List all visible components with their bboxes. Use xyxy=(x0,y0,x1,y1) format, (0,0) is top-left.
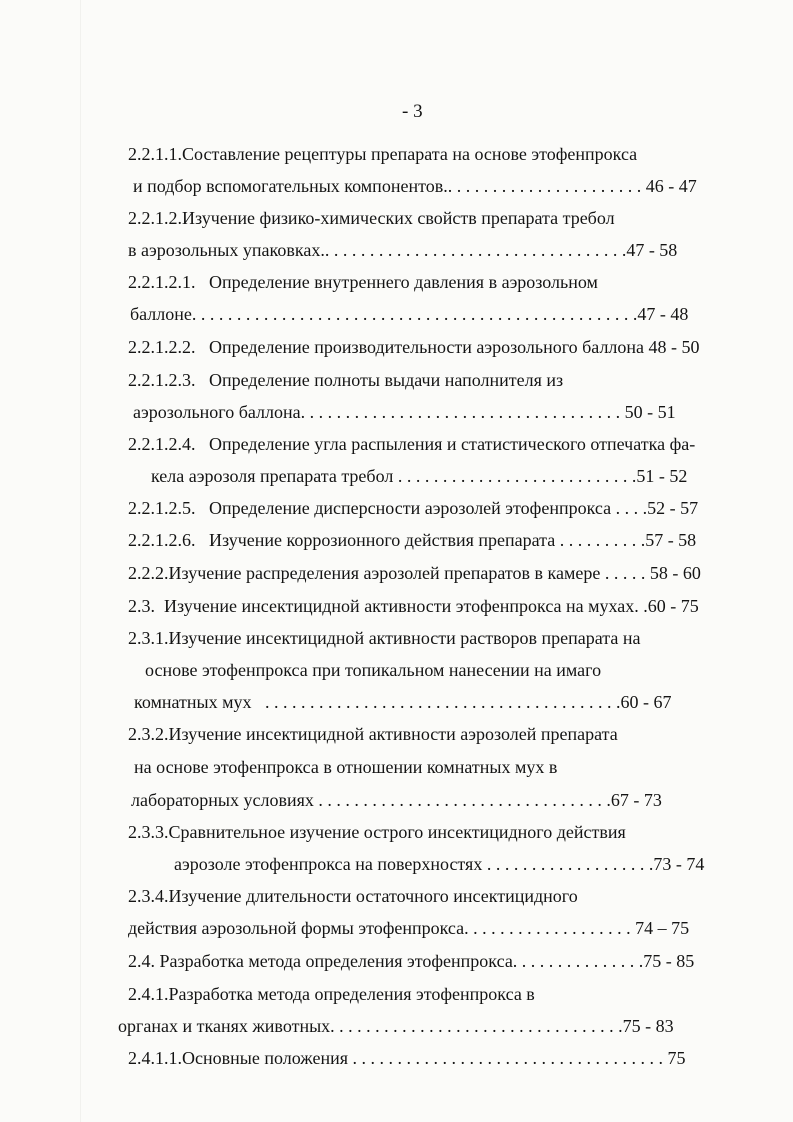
toc-line: комнатных мух . . . . . . . . . . . . . . . . . . . . . . . . . . . . . . . . . . . . . . . .60 - 67 xyxy=(134,692,672,712)
toc-line: кела аэрозоля препарата требол . . . . . . . . . . . . . . . . . . . . . . . . . . .51 - 52 xyxy=(151,466,688,486)
page-number: - 3 xyxy=(402,101,423,122)
toc-line: основе этофенпрокса при топикальном нанесении на имаго xyxy=(145,660,602,680)
toc-line: 2.4.1.1.Основные положения . . . . . . . . . . . . . . . . . . . . . . . . . . . . . . . . . . . 75 xyxy=(128,1048,686,1068)
toc-line: 2.2.1.2.1. Определение внутреннего давления в аэрозольном xyxy=(128,272,598,292)
toc-line: 2.3.1.Изучение инсектицидной активности растворов препарата на xyxy=(128,628,641,648)
page-edge xyxy=(80,0,81,1122)
toc-line: органах и тканях животных. . . . . . . . . . . . . . . . . . . . . . . . . . . . . . . . .75 - 83 xyxy=(118,1016,674,1036)
toc-line: 2.2.1.2.Изучение физико-химических свойств препарата требол xyxy=(128,208,615,228)
toc-line: 2.2.1.2.3. Определение полноты выдачи наполнителя из xyxy=(128,370,564,390)
toc-line: 2.3. Изучение инсектицидной активности этофенпрокса на мухах. .60 - 75 xyxy=(128,596,699,616)
toc-line: 2.2.1.1.Составление рецептуры препарата на основе этофенпрокса xyxy=(128,144,638,164)
toc-line: лабораторных условиях . . . . . . . . . . . . . . . . . . . . . . . . . . . . . . . . .67 - 73 xyxy=(131,790,662,810)
toc-line: 2.4.1.Разработка метода определения этофенпрокса в xyxy=(128,984,535,1004)
toc-line: 2.2.2.Изучение распределения аэрозолей препаратов в камере . . . . . 58 - 60 xyxy=(128,563,701,583)
toc-line: в аэрозольных упаковках.. . . . . . . . . . . . . . . . . . . . . . . . . . . . . . . . . .47 - 58 xyxy=(128,240,678,260)
toc-line: аэрозольного баллона. . . . . . . . . . . . . . . . . . . . . . . . . . . . . . . . . . . . 50 - 51 xyxy=(133,402,676,422)
toc-line: действия аэрозольной формы этофенпрокса. . . . . . . . . . . . . . . . . . . 74 – 75 xyxy=(128,918,690,938)
toc-line: 2.2.1.2.5. Определение дисперсности аэрозолей этофенпрокса . . . .52 - 57 xyxy=(128,498,699,518)
toc-line: на основе этофенпрокса в отношении комнатных мух в xyxy=(134,757,558,777)
toc-line: и подбор вспомогательных компонентов.. . . . . . . . . . . . . . . . . . . . . . 46 - 47 xyxy=(133,176,697,196)
toc-line: 2.2.1.2.6. Изучение коррозионного действия препарата . . . . . . . . . .57 - 58 xyxy=(128,530,697,550)
toc-line: 2.3.4.Изучение длительности остаточного инсектицидного xyxy=(128,886,578,906)
toc-line: 2.3.2.Изучение инсектицидной активности аэрозолей препарата xyxy=(128,724,618,744)
toc-line: 2.3.3.Сравнительное изучение острого инсектицидного действия xyxy=(128,822,626,842)
toc-line: 2.2.1.2.4. Определение угла распыления и статистического отпечатка фа- xyxy=(128,434,696,454)
toc-line: 2.4. Разработка метода определения этофенпрокса. . . . . . . . . . . . . . .75 - 85 xyxy=(128,951,695,971)
toc-line: баллоне. . . . . . . . . . . . . . . . . . . . . . . . . . . . . . . . . . . . . . . . . . . . . . . . . .47 - 48 xyxy=(130,304,689,324)
toc-line: аэрозоле этофенпрокса на поверхностях . . . . . . . . . . . . . . . . . . .73 - 74 xyxy=(174,854,705,874)
toc-line: 2.2.1.2.2. Определение производительности аэрозольного баллона 48 - 50 xyxy=(128,337,700,357)
